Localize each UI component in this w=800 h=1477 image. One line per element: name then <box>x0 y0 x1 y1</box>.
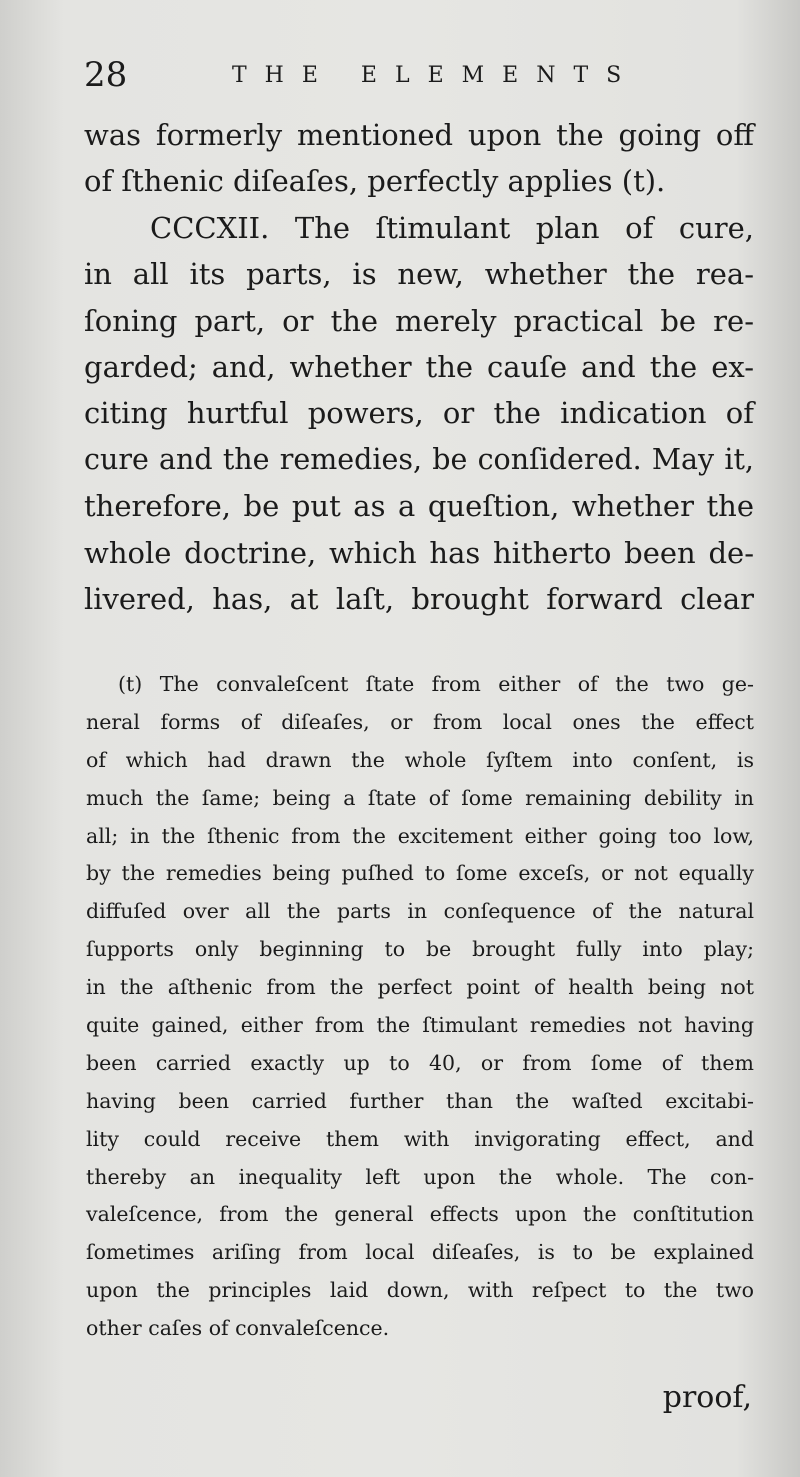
footnote-line: lity could receive them with invigorating effect, and <box>86 1126 754 1151</box>
footnote-block <box>86 666 754 1348</box>
footnote-line: by the remedies being puſhed to ſome exceſs, or not equally <box>86 861 754 886</box>
footnote-line: of which had drawn the whole ſyſtem into conſent, is <box>86 747 754 772</box>
footnote-line: ſupports only beginning to be brought fully into play; <box>86 937 754 962</box>
footnote-line: thereby an inequality left upon the whole. The con- <box>86 1164 754 1189</box>
footnote-line: valeſcence, from the general effects upon the conſtitution <box>86 1202 754 1227</box>
main-text-line: garded; and, whether the cauſe and the ex- <box>84 349 754 384</box>
footnote-line: neral forms of diſeaſes, or from local ones the effect <box>86 709 754 734</box>
main-text-line: of ſthenic diſeaſes, perfectly applies (t). <box>84 164 666 199</box>
main-text-line: whole doctrine, which has hitherto been de- <box>84 535 754 570</box>
main-text-line: cure and the remedies, be conſidered. May it, <box>84 442 754 476</box>
footnote-line: having been carried further than the waſted excitabi- <box>86 1088 754 1113</box>
main-text-line: in all its parts, is new, whether the rea- <box>84 257 754 292</box>
footnote-line: diffuſed over all the parts in conſequence of the natural <box>86 899 754 924</box>
footnote-line: much the ſame; being a ſtate of ſome remaining debility in <box>86 785 754 810</box>
main-text-line: livered, has, at laſt, brought forward clear <box>84 581 754 616</box>
footnote-line: quite gained, either from the ſtimulant remedies not having <box>86 1013 754 1038</box>
footnote-line: ſometimes ariſing from local diſeaſes, is to be explained <box>86 1240 754 1265</box>
main-text-line: was formerly mentioned upon the going off <box>84 118 754 152</box>
page-number: 28 <box>84 55 128 95</box>
paragraph-start-line: CCCXII. The ſtimulant plan of cure, <box>150 210 754 245</box>
footnote-line: all; in the ſthenic from the excitement either going too low, <box>86 823 754 848</box>
footnote-line: (t) The convaleſcent ſtate from either of the two ge- <box>118 672 754 696</box>
footnote-line: upon the principles laid down, with reſpect to the two <box>86 1278 754 1303</box>
main-text-line: therefore, be put as a queſtion, whether the <box>84 489 754 524</box>
footnote-line: been carried exactly up to 40, or from ſome of them <box>86 1050 754 1075</box>
main-text-line: ſoning part, or the merely practical be re- <box>84 303 754 338</box>
footnote-line: in the aſthenic from the perfect point of health being not <box>86 975 754 1000</box>
footnote-line: other caſes of convaleſcence. <box>86 1316 390 1341</box>
main-text-block <box>84 112 754 622</box>
catchword: proof, <box>662 1380 752 1415</box>
main-text-line: citing hurtful powers, or the indication of <box>84 396 754 431</box>
page-header <box>84 55 724 105</box>
running-head: THE ELEMENTS <box>232 63 640 88</box>
